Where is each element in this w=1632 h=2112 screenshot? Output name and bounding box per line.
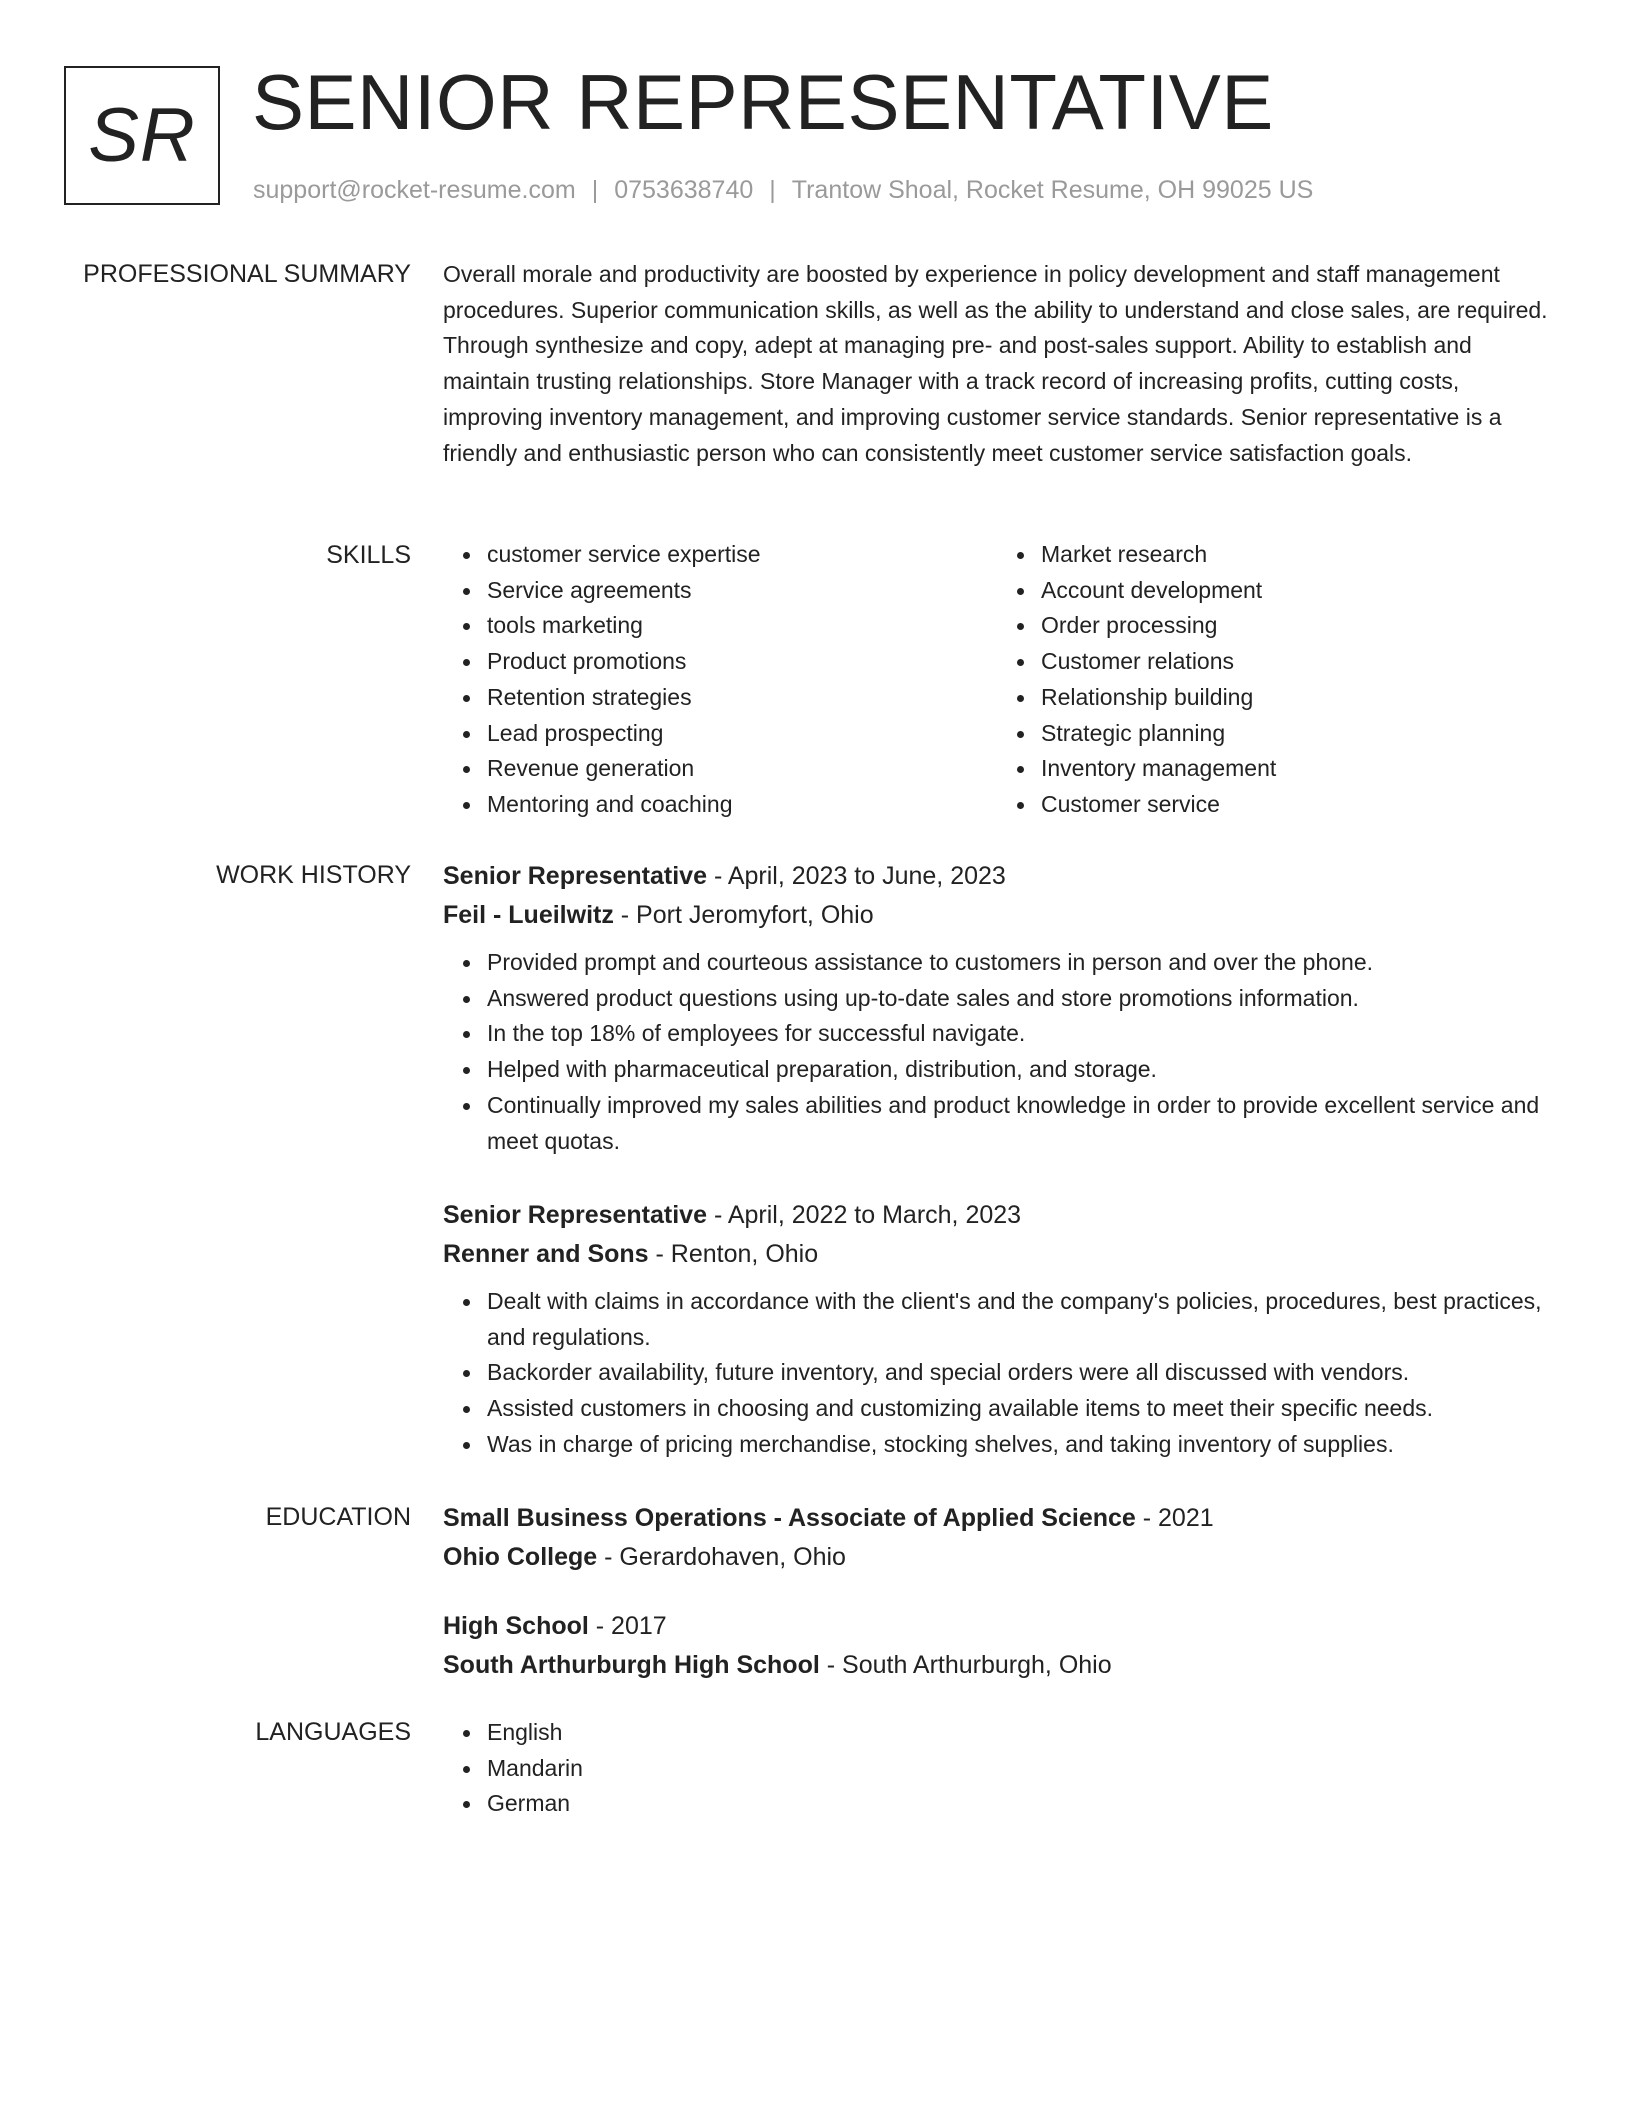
skill-item: Inventory management <box>1041 751 1551 787</box>
language-item: German <box>487 1786 1551 1822</box>
job-dates: - April, 2022 to March, 2023 <box>707 1201 1022 1229</box>
job-title-line <box>443 857 1551 896</box>
job-company: Feil - Lueilwitz <box>443 901 614 929</box>
job-entry <box>443 857 1551 1159</box>
skill-item: Strategic planning <box>1041 716 1551 752</box>
job-duty: Backorder availability, future inventory, and special orders were all discussed with vendors. <box>487 1355 1551 1391</box>
education-school-line <box>443 1538 1551 1577</box>
skill-item: Product promotions <box>487 644 997 680</box>
contact-separator: | <box>769 176 776 204</box>
summary-text: Overall morale and productivity are boosted by experience in policy development and staff management procedures. Superior communication skills, as well as the ability to understand and close sales, are required. Through synthesize and copy, adept at managing pre- and post-sales support. Ability to establish and maintain trusting relationships. Store Manager with a track record of increasing profits, cutting costs, improving inventory management, and improving customer service standards. Senior representative is a friendly and enthusiastic person who can consistently meet customer service satisfaction goals. <box>443 261 1548 466</box>
skill-item: Market research <box>1041 537 1551 573</box>
skill-item: Customer relations <box>1041 644 1551 680</box>
skill-item: Customer service <box>1041 787 1551 823</box>
education-degree-line <box>443 1499 1551 1538</box>
languages-body <box>443 1715 1551 1822</box>
job-duty: Provided prompt and courteous assistance to customers in person and over the phone. <box>487 945 1551 981</box>
skills-list-left <box>443 537 997 823</box>
job-location: - Renton, Ohio <box>648 1240 819 1268</box>
skill-item: Lead prospecting <box>487 716 997 752</box>
work-history-body <box>443 857 1551 1457</box>
education-location: - South Arthurburgh, Ohio <box>819 1651 1112 1679</box>
job-duty: Assisted customers in choosing and customizing available items to meet their specific needs. <box>487 1391 1551 1427</box>
contact-phone: 0753638740 <box>614 176 754 204</box>
job-title-line <box>443 1196 1551 1235</box>
monogram <box>64 66 220 205</box>
education-year: - 2021 <box>1135 1504 1214 1532</box>
education-degree: Small Business Operations - Associate of Applied Science <box>443 1504 1136 1532</box>
skills-body <box>443 537 1551 823</box>
education-location: - Gerardohaven, Ohio <box>597 1543 846 1571</box>
skill-item: customer service expertise <box>487 537 997 573</box>
work-history-heading: WORK HISTORY <box>216 861 411 889</box>
job-company: Renner and Sons <box>443 1240 649 1268</box>
contact-email: support@rocket-resume.com <box>253 176 576 204</box>
summary-body <box>443 257 1551 471</box>
job-duty: Answered product questions using up-to-date sales and store promotions information. <box>487 981 1551 1017</box>
job-entry <box>443 1196 1551 1463</box>
job-duties <box>443 1284 1551 1463</box>
summary-heading: PROFESSIONAL SUMMARY <box>83 260 411 288</box>
job-title: Senior Representative <box>443 1201 707 1229</box>
contact-line <box>253 173 1313 207</box>
education-degree-line <box>443 1607 1112 1646</box>
monogram-initials: SR <box>88 93 196 178</box>
job-company-line <box>443 1235 1551 1274</box>
education-school: Ohio College <box>443 1543 598 1571</box>
language-item: Mandarin <box>487 1751 1551 1787</box>
education-school: South Arthurburgh High School <box>443 1651 820 1679</box>
skill-item: Relationship building <box>1041 680 1551 716</box>
job-dates: - April, 2023 to June, 2023 <box>707 862 1006 890</box>
education-entry <box>443 1499 1551 1577</box>
education-year: - 2017 <box>588 1612 667 1640</box>
skill-item: tools marketing <box>487 608 997 644</box>
education-heading: EDUCATION <box>265 1503 411 1531</box>
languages-heading: LANGUAGES <box>255 1718 411 1746</box>
skill-item: Revenue generation <box>487 751 997 787</box>
job-duty: Was in charge of pricing merchandise, stocking shelves, and taking inventory of supplies. <box>487 1427 1551 1463</box>
education-body <box>443 1499 1551 1679</box>
job-duties <box>443 945 1551 1159</box>
contact-separator: | <box>591 176 599 204</box>
skill-item: Order processing <box>1041 608 1551 644</box>
skills-heading: SKILLS <box>326 541 411 569</box>
skills-list-right <box>997 537 1551 823</box>
skill-item: Service agreements <box>487 573 997 609</box>
job-duty: Continually improved my sales abilities and product knowledge in order to provide excellent service and meet quotas. <box>487 1088 1551 1159</box>
job-location: - Port Jeromyfort, Ohio <box>613 901 874 929</box>
resume-name: SENIOR REPRESENTATIVE <box>252 58 1274 146</box>
education-school-line <box>443 1646 1112 1685</box>
job-company-line <box>443 896 1551 935</box>
education-entry <box>443 1607 1112 1685</box>
job-duty: In the top 18% of employees for successful navigate. <box>487 1016 1551 1052</box>
skill-item: Mentoring and coaching <box>487 787 997 823</box>
skill-item: Retention strategies <box>487 680 997 716</box>
job-duty: Dealt with claims in accordance with the client's and the company's policies, procedures, best practices, and regulations. <box>487 1284 1551 1355</box>
language-item: English <box>487 1715 1551 1751</box>
education-degree: High School <box>443 1612 589 1640</box>
languages-list <box>443 1715 1551 1822</box>
contact-address: Trantow Shoal, Rocket Resume, OH 99025 US <box>791 176 1314 204</box>
skill-item: Account development <box>1041 573 1551 609</box>
job-title: Senior Representative <box>443 862 707 890</box>
job-duty: Helped with pharmaceutical preparation, distribution, and storage. <box>487 1052 1551 1088</box>
